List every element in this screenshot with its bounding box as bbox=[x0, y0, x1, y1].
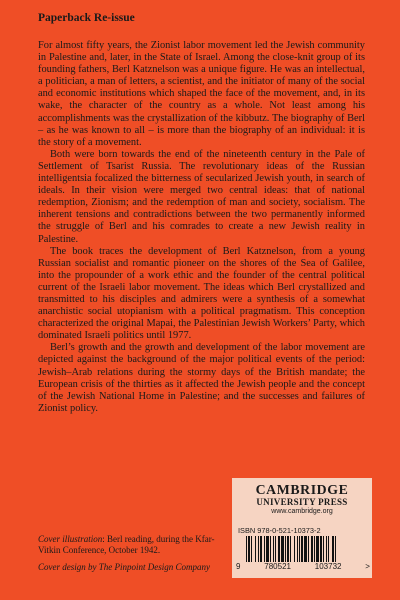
publisher-url: www.cambridge.org bbox=[271, 508, 333, 515]
publisher-logo-subtitle: UNIVERSITY PRESS bbox=[256, 497, 348, 507]
blurb-paragraph: Both were born towards the end of the nineteenth century in the Pale of Settlement of Tsarist Russia. The revolutionary ideas of the Russian intelligentsia focalized the bitterness of secularized Jewish youth, in search of ideals. In their vision were merged two central ideas: that of national redemption, Zionism; and the redemption of man and society, socialism. The inherent tensions and contradictions between the two permanently informed the struggle of Berl and his comrades to create a new Jewish reality in Palestine. bbox=[38, 148, 365, 245]
isbn-label: ISBN 978-0-521-10373-2 bbox=[238, 526, 321, 535]
cover-credits bbox=[38, 534, 228, 572]
blurb-paragraph: The book traces the development of Berl Katznelson, from a young Russian socialist and romantic pioneer on the shores of the Sea of Galilee, into the propounder of a work ethic and the founder of the central political current of the Israeli labor movement. The ideas which Berl crystallized and transmitted to his disciples and admirers were a synthesis of a somewhat anarchistic social utopianism with a political pragmatism. This conception characterized the original Mapai, the Palestinian Jewish Workers’ Party, which dominated Israeli politics until 1977. bbox=[38, 245, 365, 342]
barcode-digit-group: 9 bbox=[236, 562, 241, 571]
publisher-logo-name: CAMBRIDGE bbox=[255, 482, 349, 497]
reissue-label: Paperback Re-issue bbox=[38, 12, 135, 24]
cover-design-credit: Cover design by The Pinpoint Design Company bbox=[38, 561, 210, 572]
blurb-paragraph: For almost fifty years, the Zionist labor movement led the Jewish community in Palestine and, later, in the State of Israel. Among the close-knit group of its founding fathers, Berl Katznelson was a unique figure. He was an intellectual, a politician, a man of letters, a scientist, and the initiator of many of the social and economic institutions which shaped the face of the movement, and, in its wake, the character of the country as a whole. Not least among his accomplishments was the crystallization of the kibbutz. The biography of Berl – as he was known to all – is more than the biography of an individual: it is the story of a movement. bbox=[38, 40, 365, 148]
barcode-digit-group: 780521 bbox=[264, 562, 291, 571]
cover-illustration-credit: Cover illustration: Berl reading, during the Kfar-Vitkin Conference, October 1942. bbox=[38, 534, 215, 555]
barcode-digits bbox=[236, 562, 370, 572]
barcode-digit-group: 103732 bbox=[314, 562, 342, 571]
barcode-digit-group: > bbox=[365, 562, 370, 571]
publisher-box bbox=[232, 478, 372, 578]
blurb-text bbox=[38, 40, 365, 415]
blurb-paragraph: Berl’s growth and the growth and development of the labor movement are depicted against the background of the major political events of the period: Jewish–Arab relations during the stormy days of the British mandate; the European crisis of the thirties as it affected the Jewish people and the concept of the Jewish National Home in Palestine; and the successes and failures of Zionist policy. bbox=[38, 342, 365, 414]
